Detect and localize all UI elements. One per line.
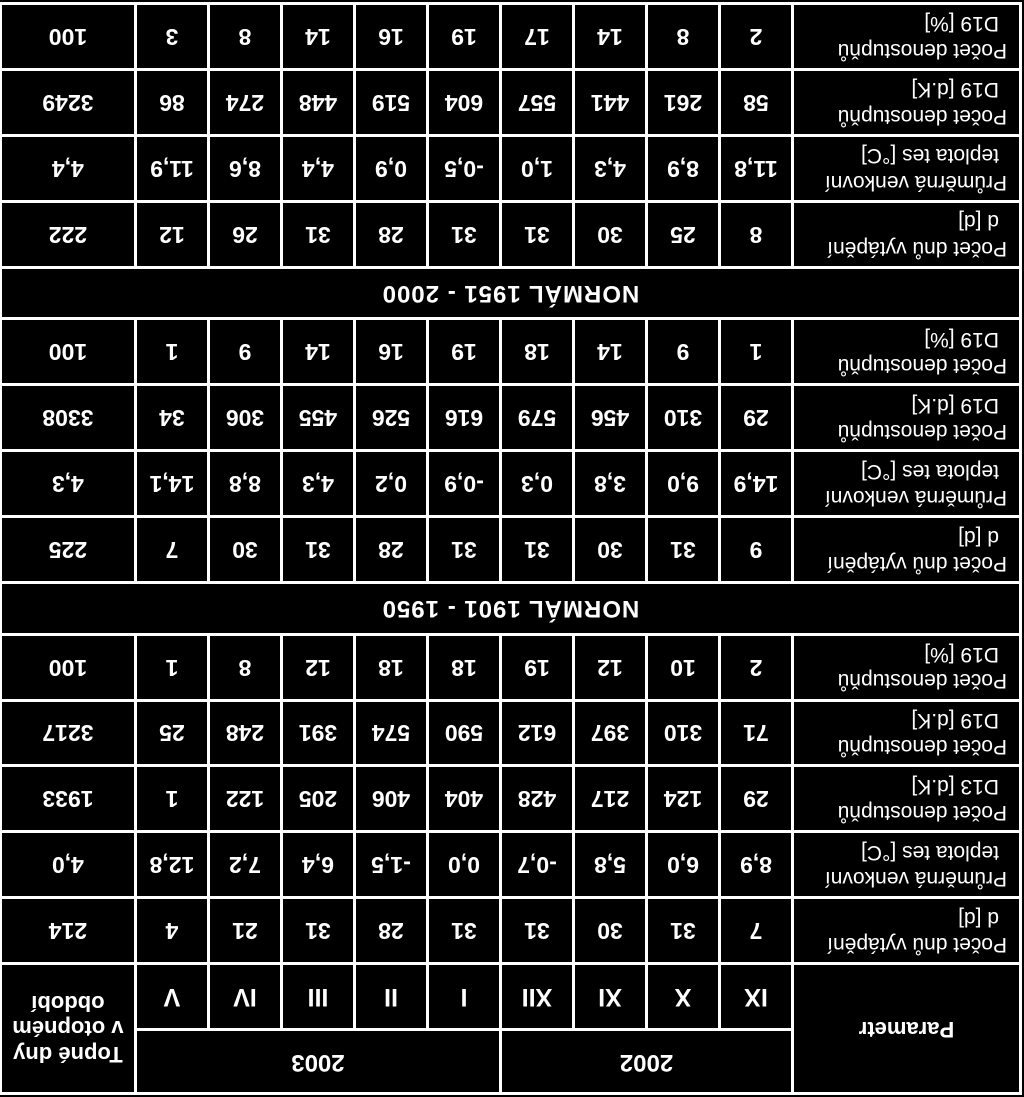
- row-label-line1: Počet denostupňů: [837, 669, 1007, 693]
- value-cell: 310: [647, 385, 720, 451]
- month-header: III: [281, 964, 354, 1030]
- total-cell: 225: [0, 517, 135, 583]
- value-cell: -0,9: [427, 451, 500, 517]
- value-cell: 590: [427, 700, 500, 766]
- value-cell: 8,6: [208, 135, 281, 201]
- block-2002: [0, 634, 1020, 964]
- value-cell: 217: [574, 766, 647, 832]
- value-cell: 7,2: [208, 832, 281, 898]
- month-header: XII: [500, 964, 573, 1030]
- value-cell: 19: [427, 319, 500, 385]
- value-cell: 3,8: [574, 451, 647, 517]
- value-cell: 14: [574, 4, 647, 70]
- value-cell: 428: [500, 766, 573, 832]
- total-cell: 1933: [0, 766, 135, 832]
- row-label: [793, 517, 1021, 583]
- section-normal-1901: NORMÁL 1901 - 1950: [0, 583, 1020, 635]
- row-label: [793, 69, 1021, 135]
- month-header: XI: [574, 964, 647, 1030]
- value-cell: 579: [500, 385, 573, 451]
- value-cell: 404: [427, 766, 500, 832]
- value-cell: 9: [208, 319, 281, 385]
- month-header: II: [354, 964, 427, 1030]
- data-row: [0, 700, 1020, 766]
- month-header: X: [647, 964, 720, 1030]
- value-cell: 6,4: [281, 832, 354, 898]
- value-cell: -0,7: [500, 832, 573, 898]
- total-cell: 3217: [0, 700, 135, 766]
- value-cell: 526: [354, 385, 427, 451]
- value-cell: 14: [281, 4, 354, 70]
- row-label-line2: D19 [d.K]: [911, 393, 999, 417]
- total-cell: 100: [0, 4, 135, 70]
- value-cell: 26: [208, 201, 281, 267]
- value-cell: 406: [354, 766, 427, 832]
- row-label-line1: Počet denostupňů: [837, 38, 1007, 62]
- value-cell: 1: [135, 634, 208, 700]
- value-cell: 7: [135, 517, 208, 583]
- value-cell: 456: [574, 385, 647, 451]
- row-label: [793, 201, 1021, 267]
- heating-degree-days-table: [0, 2, 1022, 1095]
- value-cell: 25: [135, 700, 208, 766]
- value-cell: 8: [208, 4, 281, 70]
- row-label: [793, 135, 1021, 201]
- value-cell: 10: [647, 634, 720, 700]
- total-cell: 3249: [0, 69, 135, 135]
- value-cell: 8: [720, 201, 793, 267]
- month-header: I: [427, 964, 500, 1030]
- data-row: [0, 517, 1020, 583]
- value-cell: 16: [354, 319, 427, 385]
- row-label: [793, 634, 1021, 700]
- value-cell: 18: [427, 634, 500, 700]
- value-cell: 5,8: [574, 832, 647, 898]
- value-cell: 14: [281, 319, 354, 385]
- value-cell: 0,3: [500, 451, 573, 517]
- data-row: [0, 385, 1020, 451]
- value-cell: 557: [500, 69, 573, 135]
- total-cell: 3308: [0, 385, 135, 451]
- value-cell: 28: [354, 517, 427, 583]
- total-cell: 4,3: [0, 451, 135, 517]
- row-label: [793, 4, 1021, 70]
- value-cell: 28: [354, 898, 427, 964]
- value-cell: 274: [208, 69, 281, 135]
- row-label-line1: Průměrná venkovní: [824, 170, 1007, 194]
- value-cell: 34: [135, 385, 208, 451]
- value-cell: 31: [500, 517, 573, 583]
- value-cell: 4,3: [574, 135, 647, 201]
- value-cell: 574: [354, 700, 427, 766]
- month-header: V: [135, 964, 208, 1030]
- data-row: [0, 832, 1020, 898]
- value-cell: 29: [720, 766, 793, 832]
- row-label-line1: Počet dnů vytápění: [827, 933, 1007, 956]
- value-cell: 205: [281, 766, 354, 832]
- row-label: [793, 385, 1021, 451]
- value-cell: 31: [281, 201, 354, 267]
- value-cell: 30: [208, 517, 281, 583]
- value-cell: 71: [720, 700, 793, 766]
- value-cell: 17: [500, 4, 573, 70]
- row-label-line1: Počet denostupňů: [837, 735, 1007, 759]
- value-cell: 612: [500, 700, 573, 766]
- value-cell: 31: [281, 898, 354, 964]
- value-cell: 4,3: [281, 451, 354, 517]
- value-cell: 8: [208, 634, 281, 700]
- value-cell: 58: [720, 69, 793, 135]
- value-cell: 21: [208, 898, 281, 964]
- value-cell: 3: [135, 4, 208, 70]
- value-cell: 0,9: [354, 135, 427, 201]
- value-cell: 30: [574, 517, 647, 583]
- value-cell: 8,9: [720, 832, 793, 898]
- value-cell: 31: [500, 201, 573, 267]
- value-cell: 31: [500, 898, 573, 964]
- value-cell: 8,9: [647, 135, 720, 201]
- row-label-line2: d [d]: [958, 906, 999, 930]
- section-normal-1951: NORMÁL 1951 - 2000: [0, 267, 1020, 319]
- value-cell: 18: [500, 319, 573, 385]
- value-cell: 2: [720, 4, 793, 70]
- data-row: [0, 135, 1020, 201]
- value-cell: 519: [354, 69, 427, 135]
- year-2002-header: 2002: [500, 1030, 792, 1094]
- row-label-line2: d [d]: [958, 525, 999, 549]
- value-cell: 11,8: [720, 135, 793, 201]
- value-cell: 2: [720, 634, 793, 700]
- row-label-line2: D13 [d.K]: [911, 774, 999, 798]
- row-label-line2: D19 [%]: [924, 12, 999, 36]
- row-label-line1: Počet denostupňů: [837, 104, 1007, 128]
- value-cell: 12: [574, 634, 647, 700]
- value-cell: 0,2: [354, 451, 427, 517]
- block-normal-1901: [0, 319, 1020, 583]
- param-header: Parametr: [793, 964, 1021, 1094]
- total-cell: 222: [0, 201, 135, 267]
- row-label-line2: teplota tes [°C]: [861, 144, 999, 168]
- value-cell: 6,0: [647, 832, 720, 898]
- value-cell: 1: [720, 319, 793, 385]
- value-cell: 31: [427, 201, 500, 267]
- value-cell: 30: [574, 898, 647, 964]
- row-label-line2: D19 [d.K]: [911, 708, 999, 732]
- value-cell: 30: [574, 201, 647, 267]
- block-normal-1951: [0, 4, 1020, 268]
- value-cell: 29: [720, 385, 793, 451]
- data-row: [0, 766, 1020, 832]
- value-cell: 12: [135, 201, 208, 267]
- value-cell: 391: [281, 700, 354, 766]
- value-cell: 0,0: [427, 832, 500, 898]
- row-label-line1: Počet denostupňů: [837, 419, 1007, 443]
- value-cell: 14: [574, 319, 647, 385]
- month-header: IV: [208, 964, 281, 1030]
- row-label-line1: Počet dnů vytápění: [827, 236, 1007, 260]
- data-row: [0, 451, 1020, 517]
- value-cell: 4: [135, 898, 208, 964]
- row-label-line2: D19 [%]: [924, 643, 999, 667]
- value-cell: 31: [647, 517, 720, 583]
- value-cell: 4,4: [281, 135, 354, 201]
- value-cell: 306: [208, 385, 281, 451]
- value-cell: 11,9: [135, 135, 208, 201]
- value-cell: 25: [647, 201, 720, 267]
- row-label: [793, 319, 1021, 385]
- row-label: [793, 451, 1021, 517]
- value-cell: 8,8: [208, 451, 281, 517]
- row-label-line1: Průměrná venkovní: [824, 867, 1007, 891]
- row-label-line1: Počet denostupňů: [837, 354, 1007, 378]
- row-label: [793, 700, 1021, 766]
- row-label: [793, 898, 1021, 964]
- value-cell: 31: [281, 517, 354, 583]
- value-cell: 1,0: [500, 135, 573, 201]
- value-cell: 8: [647, 4, 720, 70]
- value-cell: 9,0: [647, 451, 720, 517]
- total-header-line: období: [31, 990, 105, 1016]
- value-cell: 1: [135, 319, 208, 385]
- section-row: [0, 583, 1020, 635]
- data-row: [0, 4, 1020, 70]
- total-header-line: Topné dny: [13, 1041, 123, 1067]
- row-label-line1: Počet denostupňů: [837, 801, 1007, 825]
- value-cell: 397: [574, 700, 647, 766]
- value-cell: -1,5: [354, 832, 427, 898]
- header-years-row: [0, 1030, 1020, 1094]
- value-cell: 19: [427, 4, 500, 70]
- row-label-line2: D19 [d.K]: [911, 78, 999, 102]
- value-cell: 9: [647, 319, 720, 385]
- row-label: [793, 832, 1021, 898]
- value-cell: 122: [208, 766, 281, 832]
- value-cell: 448: [281, 69, 354, 135]
- value-cell: 604: [427, 69, 500, 135]
- value-cell: 310: [647, 700, 720, 766]
- value-cell: 19: [500, 634, 573, 700]
- total-cell: 4,4: [0, 135, 135, 201]
- value-cell: 7: [720, 898, 793, 964]
- value-cell: 86: [135, 69, 208, 135]
- value-cell: 12,8: [135, 832, 208, 898]
- row-label-line1: Počet dnů vytápění: [827, 551, 1007, 575]
- value-cell: 16: [354, 4, 427, 70]
- value-cell: 14,9: [720, 451, 793, 517]
- row-label: [793, 766, 1021, 832]
- row-label-line1: Průměrná venkovní: [824, 485, 1007, 509]
- value-cell: 9: [720, 517, 793, 583]
- value-cell: 31: [427, 517, 500, 583]
- row-label-line2: teplota tes [°C]: [861, 840, 999, 864]
- row-label-line2: d [d]: [958, 210, 999, 234]
- value-cell: 31: [647, 898, 720, 964]
- total-header-line: v otopném: [12, 1016, 124, 1042]
- data-row: [0, 898, 1020, 964]
- value-cell: 124: [647, 766, 720, 832]
- value-cell: -0,5: [427, 135, 500, 201]
- value-cell: 1: [135, 766, 208, 832]
- total-header: [0, 964, 135, 1094]
- total-cell: 100: [0, 634, 135, 700]
- value-cell: 14,1: [135, 451, 208, 517]
- value-cell: 18: [354, 634, 427, 700]
- data-row: [0, 201, 1020, 267]
- total-cell: 4,0: [0, 832, 135, 898]
- value-cell: 261: [647, 69, 720, 135]
- value-cell: 31: [427, 898, 500, 964]
- data-row: [0, 69, 1020, 135]
- value-cell: 28: [354, 201, 427, 267]
- month-header: IX: [720, 964, 793, 1030]
- row-label-line2: teplota tes [°C]: [861, 459, 999, 483]
- value-cell: 12: [281, 634, 354, 700]
- year-2003-header: 2003: [135, 1030, 500, 1094]
- data-row: [0, 634, 1020, 700]
- value-cell: 455: [281, 385, 354, 451]
- data-row: [0, 319, 1020, 385]
- value-cell: 441: [574, 69, 647, 135]
- value-cell: 248: [208, 700, 281, 766]
- total-cell: 214: [0, 898, 135, 964]
- row-label-line2: D19 [%]: [924, 327, 999, 351]
- section-row: [0, 267, 1020, 319]
- total-cell: 100: [0, 319, 135, 385]
- value-cell: 616: [427, 385, 500, 451]
